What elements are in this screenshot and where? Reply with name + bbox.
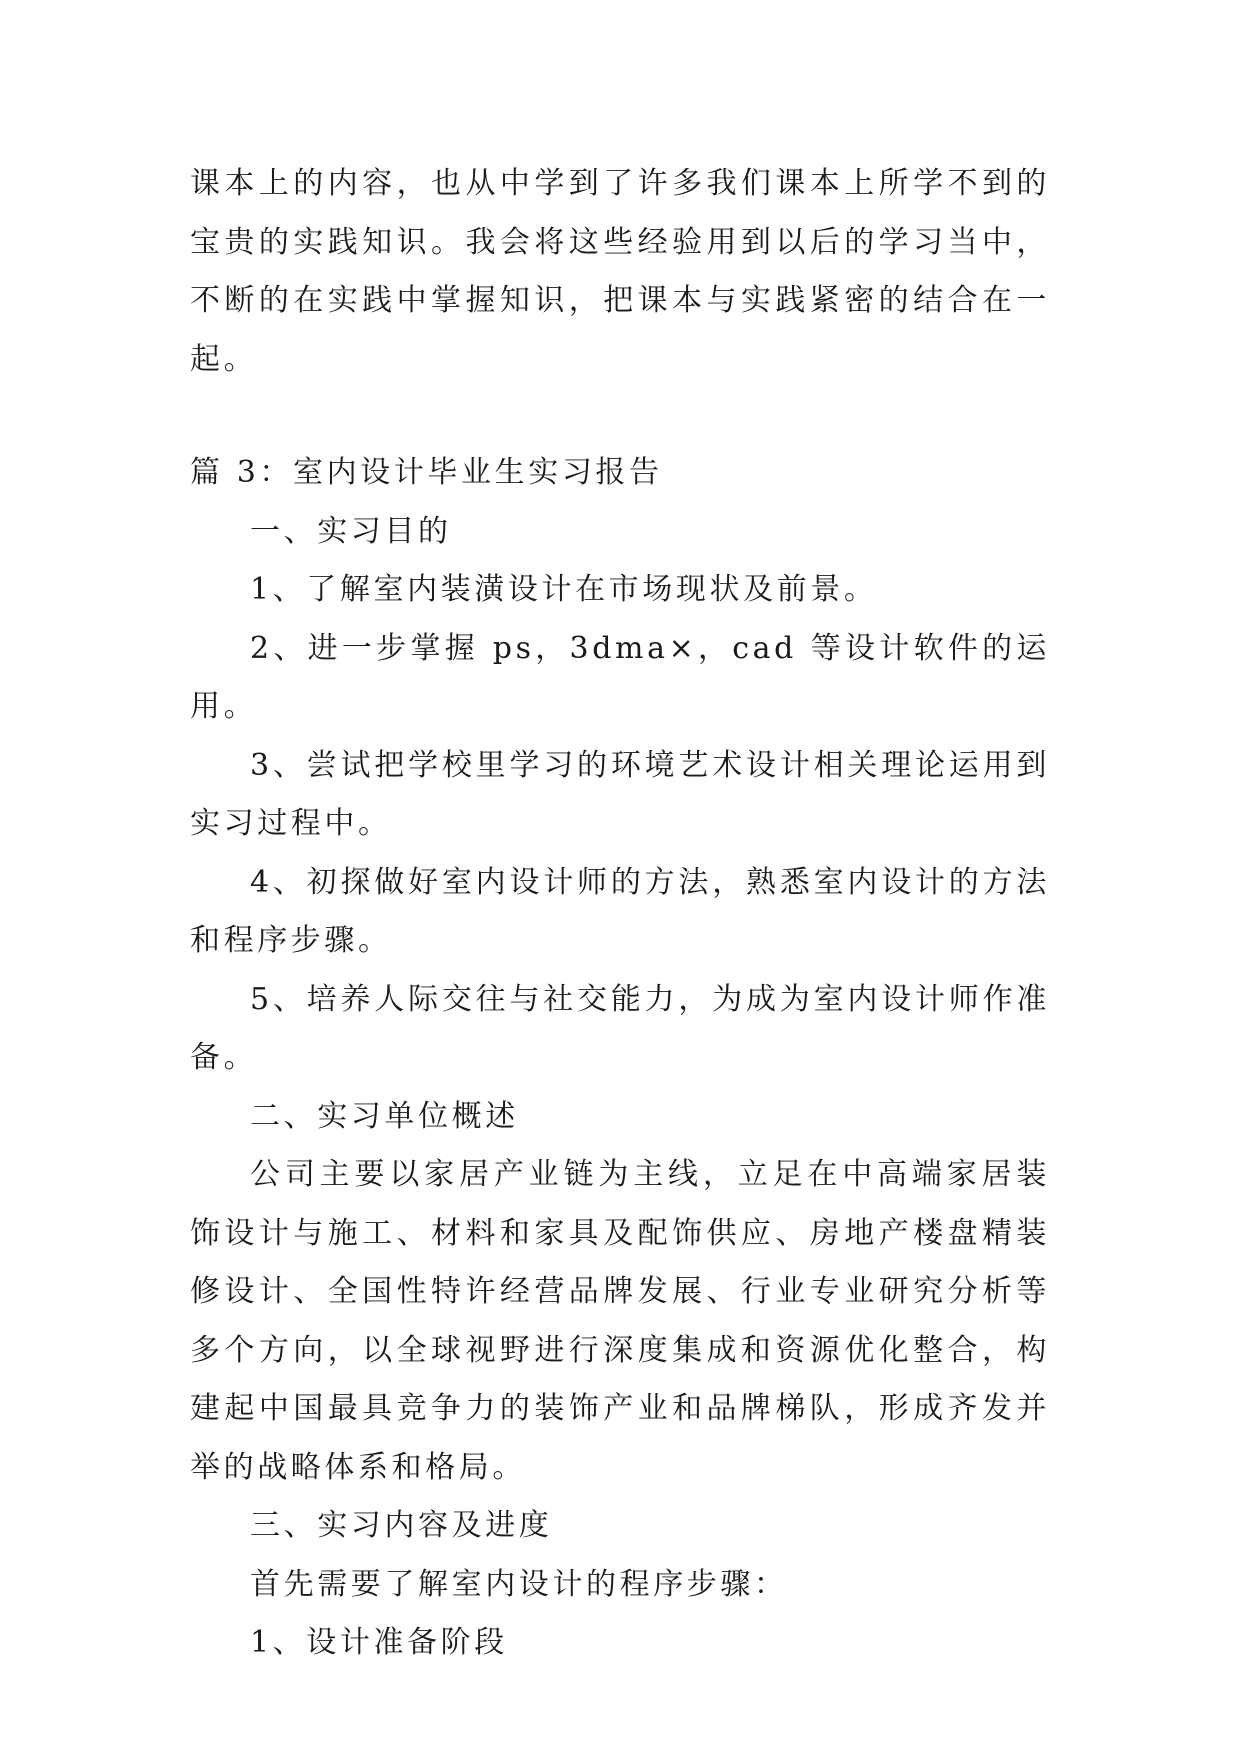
continuation-paragraph: 课本上的内容，也从中学到了许多我们课本上所学不到的宝贵的实践知识。我会将这些经验用到以后的学习当中，不断的在实践中掌握知识，把课本与实践紧密的结合在一起。 bbox=[190, 166, 1050, 377]
section2-heading: 二、实习单位概述 bbox=[250, 1098, 519, 1134]
document-body bbox=[190, 155, 1050, 1673]
section1-heading: 一、实习目的 bbox=[250, 513, 452, 549]
procedure-step-1: 1、设计准备阶段 bbox=[250, 1625, 508, 1660]
procedure-intro: 首先需要了解室内设计的程序步骤： bbox=[250, 1566, 788, 1602]
objective-item-4: 4、初探做好室内设计师的方法，熟悉室内设计的方法和程序步骤。 bbox=[190, 864, 1050, 958]
objective-item-3: 3、尝试把学校里学习的环境艺术设计相关理论运用到实习过程中。 bbox=[190, 747, 1050, 841]
objective-item-5: 5、培养人际交往与社交能力，为成为室内设计师作准备。 bbox=[190, 981, 1050, 1075]
section3-heading: 三、实习内容及进度 bbox=[250, 1508, 553, 1543]
objective-item-1: 1、了解室内装潢设计在市场现状及前景。 bbox=[250, 572, 878, 607]
objective-item-2: 2、进一步掌握 ps，3dma×，cad 等设计软件的运用。 bbox=[190, 630, 1050, 724]
company-overview-paragraph: 公司主要以家居产业链为主线，立足在中高端家居装饰设计与施工、材料和家具及配饰供应、房地产楼盘精装修设计、全国性特许经营品牌发展、行业专业研究分析等多个方向，以全球视野进行深度集成和资源优化整合，构建起中国最具竞争力的装饰产业和品牌梯队，形成齐发并举的战略体系和格局。 bbox=[190, 1157, 1050, 1485]
section-spacer bbox=[190, 389, 1050, 444]
report-title: 篇 3：室内设计毕业生实习报告 bbox=[190, 455, 663, 490]
